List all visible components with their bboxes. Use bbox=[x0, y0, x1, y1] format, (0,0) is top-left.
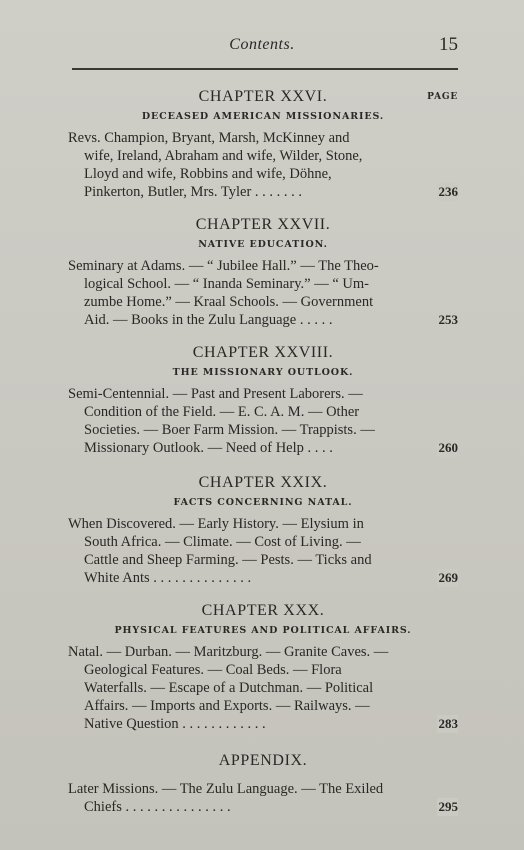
entry-line: logical School. — “ Inanda Seminary.” — “ Um- bbox=[84, 276, 369, 292]
entry-page-number: 269 bbox=[438, 570, 458, 585]
entry-page-number: 295 bbox=[438, 799, 458, 814]
chapter-subtitle: NATIVE EDUCATION. bbox=[198, 239, 328, 250]
entry-line: Revs. Champion, Bryant, Marsh, McKinney and bbox=[68, 130, 350, 146]
entry-line: Geological Features. — Coal Beds. — Flora bbox=[84, 662, 342, 678]
chapter-entry bbox=[68, 515, 458, 587]
chapter-heading: CHAPTER XXVI. bbox=[198, 88, 328, 105]
running-title: Contents. bbox=[229, 36, 295, 53]
entry-line: When Discovered. — Early History. — Elysium in bbox=[68, 516, 364, 532]
header-rule bbox=[72, 68, 458, 70]
appendix-entry bbox=[68, 780, 458, 816]
appendix-heading: APPENDIX. bbox=[218, 752, 308, 769]
entry-line: Waterfalls. — Escape of a Dutchman. — Political bbox=[84, 680, 374, 696]
page-number: 15 bbox=[439, 34, 458, 55]
entry-page-number: 260 bbox=[438, 440, 458, 455]
entry-line: Affairs. — Imports and Exports. — Railways. — bbox=[84, 698, 370, 714]
appendix bbox=[68, 752, 458, 816]
entry-line: Missionary Outlook. — Need of Help . . . . bbox=[84, 440, 333, 456]
entry-line: Aid. — Books in the Zulu Language . . . . . bbox=[84, 312, 333, 328]
entry-line: Semi-Centennial. — Past and Present Laborers. — bbox=[68, 386, 363, 402]
entry-line: Societies. — Boer Farm Mission. — Trappists. — bbox=[84, 422, 375, 438]
page-header bbox=[0, 36, 524, 60]
chapter-entry bbox=[68, 643, 458, 733]
chapter-subtitle: PHYSICAL FEATURES AND POLITICAL AFFAIRS. bbox=[114, 625, 412, 636]
chapter-subtitle: DECEASED AMERICAN MISSIONARIES. bbox=[141, 111, 385, 122]
chapter-heading: CHAPTER XXX. bbox=[201, 602, 325, 619]
chapter-subtitle: THE MISSIONARY OUTLOOK. bbox=[172, 367, 354, 378]
chapter-entry bbox=[68, 385, 458, 457]
entry-line: Natal. — Durban. — Maritzburg. — Granite Caves. — bbox=[68, 644, 389, 660]
entry-page-number: 253 bbox=[438, 312, 458, 327]
entry-line: Lloyd and wife, Robbins and wife, Döhne, bbox=[84, 166, 332, 182]
chapter-heading: CHAPTER XXVII. bbox=[195, 216, 331, 233]
entry-line: Condition of the Field. — E. C. A. M. — Other bbox=[84, 404, 360, 420]
entry-line: Pinkerton, Butler, Mrs. Tyler . . . . . . . bbox=[84, 184, 303, 200]
entry-line: Later Missions. — The Zulu Language. — The Exiled bbox=[68, 781, 384, 797]
entry-line: Native Question . . . . . . . . . . . . bbox=[84, 716, 266, 732]
entry-page-number: 236 bbox=[438, 184, 458, 199]
entry-line: wife, Ireland, Abraham and wife, Wilder, Stone, bbox=[84, 148, 363, 164]
entry-line: zumbe Home.” — Kraal Schools. — Government bbox=[84, 294, 374, 310]
entry-line: Chiefs . . . . . . . . . . . . . . . bbox=[84, 799, 231, 815]
entry-line: Cattle and Sheep Farming. — Pests. — Ticks and bbox=[84, 552, 372, 568]
chapter-xxix bbox=[68, 474, 458, 587]
page-column-label: PAGE bbox=[427, 92, 458, 102]
chapter-xxviii bbox=[68, 344, 458, 457]
chapter-entry bbox=[68, 129, 458, 201]
chapter-entry bbox=[68, 257, 458, 329]
chapter-heading: CHAPTER XXVIII. bbox=[192, 344, 334, 361]
chapter-subtitle: FACTS CONCERNING NATAL. bbox=[173, 497, 353, 508]
entry-line: Seminary at Adams. — “ Jubilee Hall.” — The Theo- bbox=[68, 258, 379, 274]
chapter-xxvi bbox=[68, 88, 458, 201]
chapter-xxvii bbox=[68, 216, 458, 329]
chapter-heading: CHAPTER XXIX. bbox=[198, 474, 328, 491]
entry-page-number: 283 bbox=[438, 716, 458, 731]
entry-line: South Africa. — Climate. — Cost of Living. — bbox=[84, 534, 361, 550]
chapter-xxx bbox=[68, 602, 458, 733]
entry-line: White Ants . . . . . . . . . . . . . . bbox=[84, 570, 252, 586]
